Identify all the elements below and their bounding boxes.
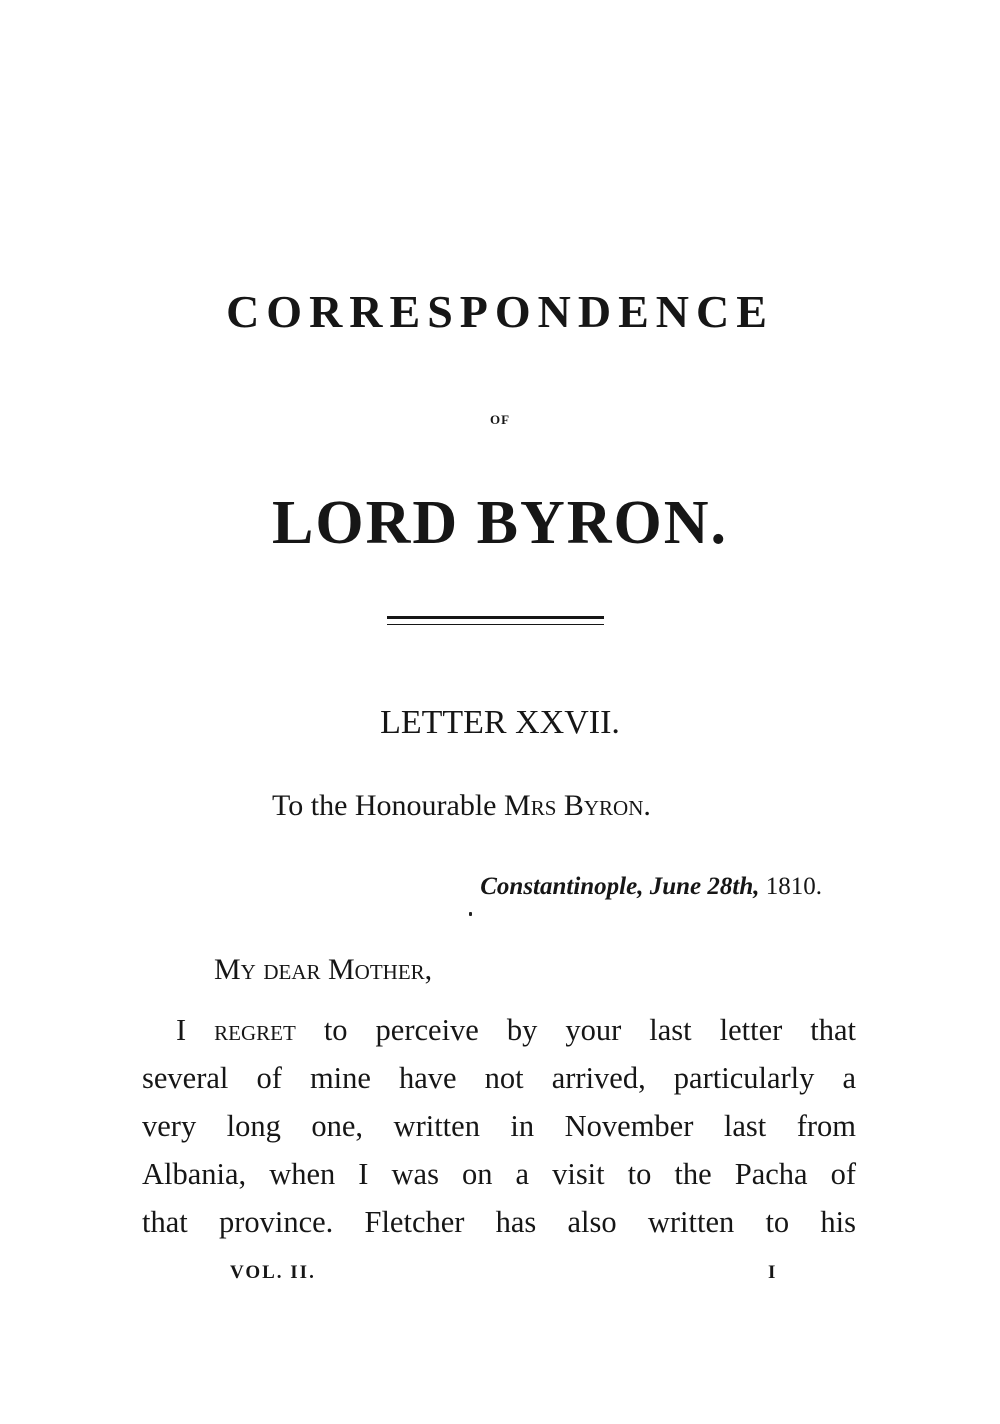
signature-mark: I	[768, 1262, 776, 1283]
date-place: Constantinople,	[480, 873, 644, 900]
addressee-name: Mrs Byron.	[504, 789, 651, 822]
letter-heading: LETTER XXVII.	[380, 704, 620, 741]
date-month: June	[649, 873, 702, 900]
addressee-prefix: To the Honourable	[272, 789, 505, 822]
body-line	[176, 1010, 856, 1050]
letter-salutation: My dear Mother,	[214, 953, 433, 986]
date-year: 1810.	[765, 873, 822, 900]
double-rule-bottom	[387, 624, 604, 625]
body-line: that province. Fletcher has also written to his	[142, 1205, 856, 1239]
body-line-text: to perceive by your last letter that	[295, 1013, 856, 1047]
body-line: very long one, written in November last from	[142, 1109, 856, 1143]
volume-marker: VOL. II.	[230, 1262, 316, 1283]
body-line: Albania, when I was on a visit to the Pacha of	[142, 1157, 856, 1191]
letter-dateline	[0, 870, 822, 904]
double-rule-top	[387, 616, 604, 619]
title-correspondence: CORRESPONDENCE	[226, 286, 774, 337]
body-line: several of mine have not arrived, particularly a	[142, 1061, 856, 1095]
title-of: OF	[489, 412, 511, 427]
title-lord-byron: LORD BYRON.	[271, 489, 729, 557]
opening-word: I regret	[176, 1013, 296, 1047]
ink-speck	[469, 912, 472, 916]
letter-addressee	[272, 786, 651, 826]
date-day: 28th,	[707, 873, 760, 900]
